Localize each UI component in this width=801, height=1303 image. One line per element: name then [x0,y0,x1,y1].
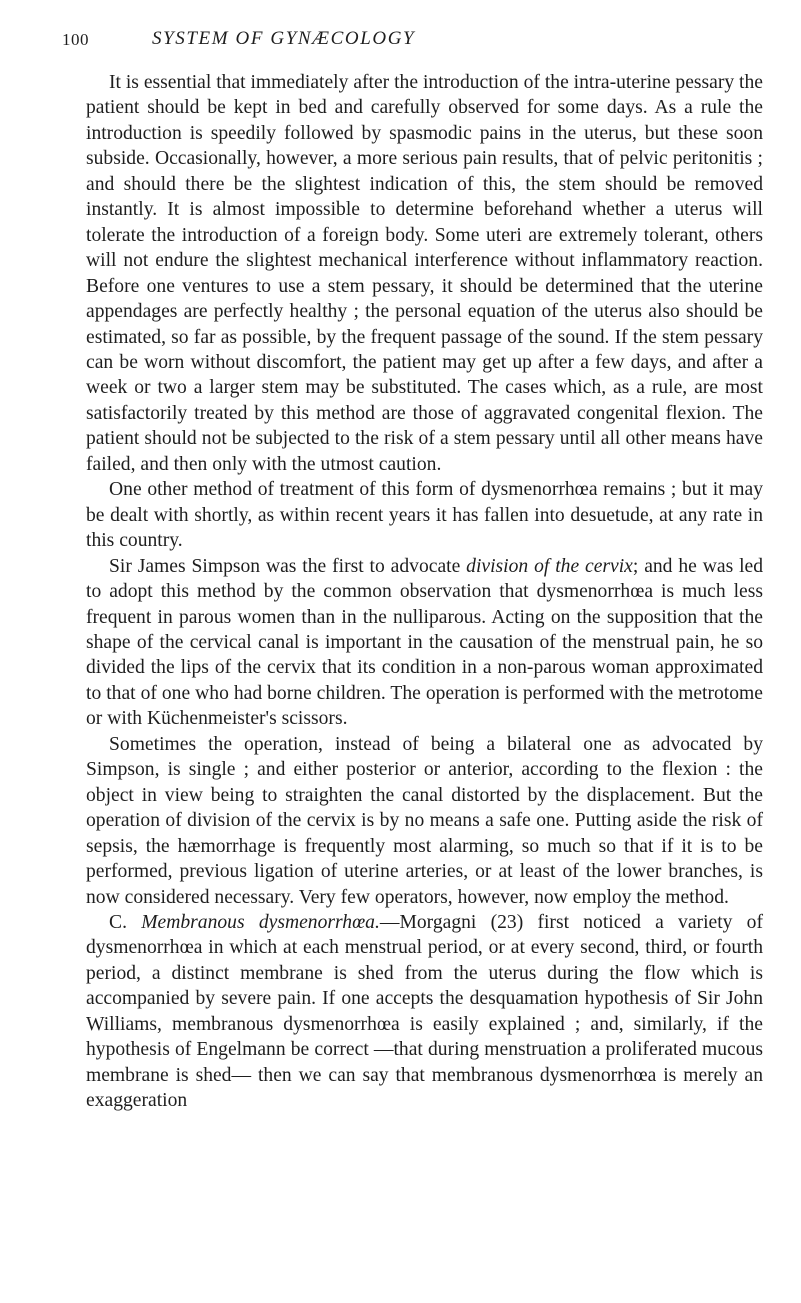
section-heading-membranous-dysmenorrhoea: Membranous dysmenorrhœa. [141,911,380,933]
emphasis-division-of-cervix: division of the cervix [466,555,633,577]
paragraph-text: —Morgagni (23) first noticed a variety of dysmenorrhœa in which at each menstrual period, or at every second, third, or fourth period, a distinct membrane is shed from the uterus during the flow which is accompanied by severe pain. If one accepts the desquamation hypothesis of Sir John Williams, membranous dysmenorrhœa is easily explained ; and, similarly, if the hypothesis of Engelmann be correct —that during menstruation a proliferated mucous membrane is shed— then we can say that membranous dysmenorrhœa is merely an exaggeration [86,911,764,1112]
running-title: SYSTEM OF GYNÆCOLOGY [152,28,416,49]
paragraph-text: Sir James Simpson was the first to advocate [109,555,467,577]
running-head [62,28,762,54]
paragraph-other-method: One other method of treatment of this form of dysmenorrhœa remains ; but it may be dealt with shortly, as within recent years it has fallen into desuetude, at any rate in this country. [86,479,763,552]
paragraph-operation-risks: Sometimes the operation, instead of being a bilateral one as advocated by Simpson, is single ; and either posterior or anterior, according to the flexion : the object in view being to straighten the canal distorted by the displacement. But the operation of division of the cervix is by no means a safe one. Putting aside the risk of sepsis, the hæmorrhage is frequently most alarming, so much so that if it is to be performed, previous ligation of uterine arteries, or at least of the lower branches, is now considered necessary. Very few operators, however, now employ the method. [86,733,763,908]
paragraph-pessary-aftercare: It is essential that immediately after the introduction of the intra-uterine pessary the patient should be kept in bed and carefully observed for some days. As a rule the introduction is speedily followed by spasmodic pains in the uterus, but these soon subside. Occasionally, however, a more serious pain results, that of pelvic peritonitis ; and should there be the slightest indication of this, the stem should be removed instantly. It is almost impossible to determine beforehand whether a uterus will tolerate the introduction of a foreign body. Some uteri are extremely tolerant, others will not endure the slightest mechanical interference without inflammatory reaction. Before one ventures to use a stem pessary, it should be determined that the uterine appendages are perfectly healthy ; the personal equation of the uterus also should be estimated, so far as possible, by the frequent passage of the sound. If the stem pessary can be worn without discomfort, the patient may get up after a few days, and after a week or two a larger stem may be substituted. The cases which, as a rule, are most satisfactorily treated by this method are those of aggravated congenital flexion. The patient should not be subjected to the risk of a stem pessary until all other means have failed, and then only with the utmost caution. [86,72,763,475]
page-number: 100 [62,30,89,49]
paragraph-text: ; and he was led to adopt this method by the common observation that dysmenorrhœa is much less frequent in parous women than in the nulliparous. Acting on the supposition that the shape of the cervical canal is important in the causation of the menstrual pain, he so divided the lips of the cervix that its condition in a non-parous woman approximated to that of one who had borne children. The operation is performed with the metrotome or with Küchenmeister's scissors. [86,555,764,730]
section-letter: C. [109,911,142,933]
paragraph-membranous-dysmenorrhoea [86,910,763,1114]
paragraph-division-of-cervix [86,554,763,732]
body-text [86,70,763,1114]
